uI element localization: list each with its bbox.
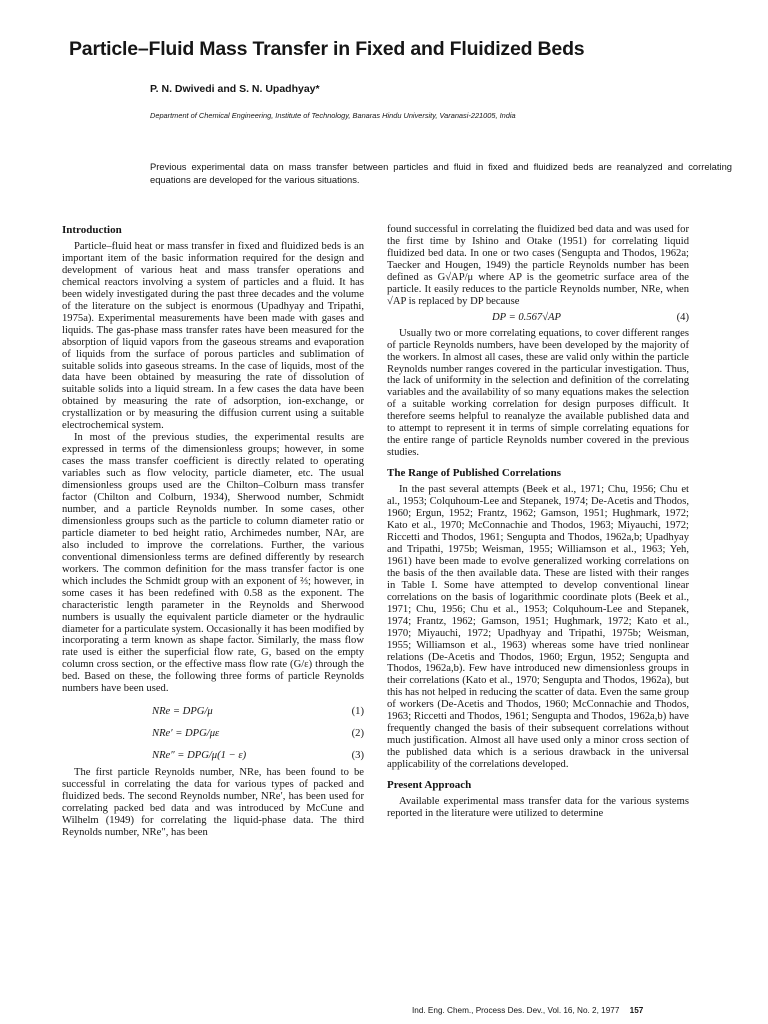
abstract: Previous experimental data on mass transfer between particles and fluid in fixed and fluidized beds are reanalyzed and correlating equations are developed for the various situations. (150, 161, 732, 185)
page-number: 157 (629, 1006, 644, 1015)
journal-citation: Ind. Eng. Chem., Process Des. Dev., Vol. 16, No. 2, 1977 (412, 1006, 620, 1015)
equation-body: NRe = DPG/μ (152, 706, 213, 718)
paragraph: In the past several attempts (Beek et al., 1971; Chu, 1956; Chu et al., 1953; Colquhoum-Lee and Stepanek, 1974; De-Acetis and Thodos, 1960; Ergun, 1952; Frantz, 1962; Gamson, 1951; Hughmark, 1972; Kato et al., 1970; McConnachie and Thodos, 1963; Miyauchi, 1972; Riccetti and Thodos, 1961; Sengupta and Thodos, 1962a,b; Upadhyay and Tripathi, 1975b; Weisman, 1955; Williamson et al., 1963; Yeh, 1961) have been made to evolve generalized working correlations on the basis of the then available data. These are listed with their ranges in Table I. Some have attempted to develop conventional linear correlations on the basis of logarithmic coordinate plots (Beek et al., 1971; Chu, 1956; Chu et al., 1953; Colquhoum-Lee and Stepanek, 1974; Frantz, 1962; Gamson, 1951; Hughmark, 1972; Kato et al., 1970; Miyauchi, 1972; Upadhyay and Tripathi, 1975b; Weisman, 1955; Williamson et al., 1963) whereas some have tried nonlinear relations (De-Acetis and Thodos, 1960; Ergun, 1952; Sengupta and Thodos, 1962a,b). Few have introduced new dimensionless groups in their correlations (Kato et al., 1970; Sengupta and Thodos, 1962a), but this has not helped in reducing the scatter of data. Even the same group of workers (De-Acetis and Thodos, 1960; McConnachie and Thodos, 1963; Riccetti and Thodos, 1961; Sengupta and Thodos, 1962a,b) have frequently changed the basis of their subsequent correlations without much justification. Almost all have used only a minor cross section of the published data which is a serious drawback in the universal applicability of the correlations developed. (387, 484, 689, 771)
section-heading-present-approach: Present Approach (387, 779, 472, 792)
equation-body: NRe″ = DPG/μ(1 − ε) (152, 750, 247, 762)
authors: P. N. Dwivedi and S. N. Upadhyay* (150, 83, 320, 95)
paragraph: found successful in correlating the fluidized bed data and was used for the first time by Ishino and Otake (1951) for correlating liquid fluidized bed data. In one or two cases (Sengupta and Thodos, 1962a; Taecker and Hougen, 1949) the particle Reynolds number has been defined as G√AP/μ where AP is the geometric surface area of the particle. It easily reduces to the particle Reynolds number, NRe, when √AP is replaced by DP because (387, 224, 689, 307)
equation-number: (3) (351, 750, 364, 762)
left-column (62, 224, 364, 839)
equation-3 (62, 745, 364, 767)
equation-2 (62, 723, 364, 745)
equation-number: (1) (351, 706, 364, 718)
equation-1 (62, 701, 364, 723)
equation-number: (4) (676, 311, 689, 323)
equation-body: NRe′ = DPG/με (152, 728, 220, 740)
paragraph: In most of the previous studies, the experimental results are expressed in terms of the dimensionless groups; however, in some cases the mass transfer coefficient is directly related to operating variables such as flow velocity, particle diameter, etc. The usual dimensionless groups used are the Chilton–Colburn mass transfer factor (Chilton and Colburn, 1934), Sherwood number, Schmidt number, and a particle Reynolds number. In some cases, other dimensionless groups such as the particle to column diameter ratio or particle diameter to bed height ratio, Archimedes number, NAr, are also included to improve the correlations. Further, the various conventional dimensionless terms are defined differently by research workers. The common definition for the mass transfer factor is one which includes the Schmidt group with an exponent of ⅔; however, in some cases it has been redefined with 0.58 as the exponent. The characteristic length parameter in the Reynolds and Sherwood numbers is usually the equivalent particle diameter or the hydraulic diameter for a particulate system. Occasionally it has been modified by incorporating a term known as shape factor. Similarly, the mass flow rate used is either the superficial flow rate, G, based on the empty column cross section, or the effective mass flow rate (G/ε) through the bed. Based on these, the following three forms of particle Reynolds numbers have been used. (62, 432, 364, 695)
paper-title: Particle–Fluid Mass Transfer in Fixed and Fluidized Beds (69, 38, 585, 60)
paragraph: The first particle Reynolds number, NRe, has been found to be successful in correlating the data for various types of packed and fluidized beds. The second Reynolds number, NRe′, has been used for correlating packed bed data and was introduced by McCune and Wilhelm (1949) for correlating the liquid-phase data. The third Reynolds number, NRe″, has been (62, 767, 364, 838)
page-footer (412, 1006, 684, 1015)
paragraph: Available experimental mass transfer data for the various systems reported in the literature were utilized to determine (387, 796, 689, 819)
section-heading-published-correlations: The Range of Published Correlations (387, 467, 561, 480)
right-column (387, 224, 689, 820)
paragraph: Particle–fluid heat or mass transfer in fixed and fluidized beds is an important item of the basic information required for the design and development of various heat and mass transfer operations and chemical reactors involving a system of particles and a fluid. It has been widely investigated during the past three decades and the volume of the literature on the subject is enormous (Upadhyay and Tripathi, 1975a). Experimental measurements have been made with gases and liquids. The gas-phase mass transfer rates have been measured for the absorption of liquid vapors from the gaseous streams and evaporation of liquids from the surface of porous particles and sublimation of suitable solids into gaseous streams. In the case of liquids, most of the data have been obtained by measuring the rate of dissolution of suitable solids into a liquid stream. In a few cases the data have been obtained by measuring the rate of adsorption, ion-exchange, or crystallization or by measuring the diffusion current using a suitable electrochemical system. (62, 241, 364, 432)
equation-4 (387, 308, 689, 328)
equation-body: DP = 0.567√AP (492, 311, 561, 323)
paragraph: Usually two or more correlating equations, to cover different ranges of particle Reynolds numbers, have been developed by the majority of the workers. In almost all cases, these are valid only within the particle Reynolds number ranges covered in the particular investigation. Thus, the lack of uniformity in the selection and definition of the correlating variables and the availability of so many equations makes the selection of a suitable working correlation for design purposes difficult. It therefore seems helpful to reanalyze the available published data and to attempt to represent it in terms of simple correlating equations for the entire range of particle Reynolds number covered in the previous studies. (387, 327, 689, 459)
affiliation: Department of Chemical Engineering, Institute of Technology, Banaras Hindu University, Varanasi-221005, India (150, 111, 516, 120)
equation-number: (2) (351, 728, 364, 740)
section-heading-introduction: Introduction (62, 224, 122, 236)
